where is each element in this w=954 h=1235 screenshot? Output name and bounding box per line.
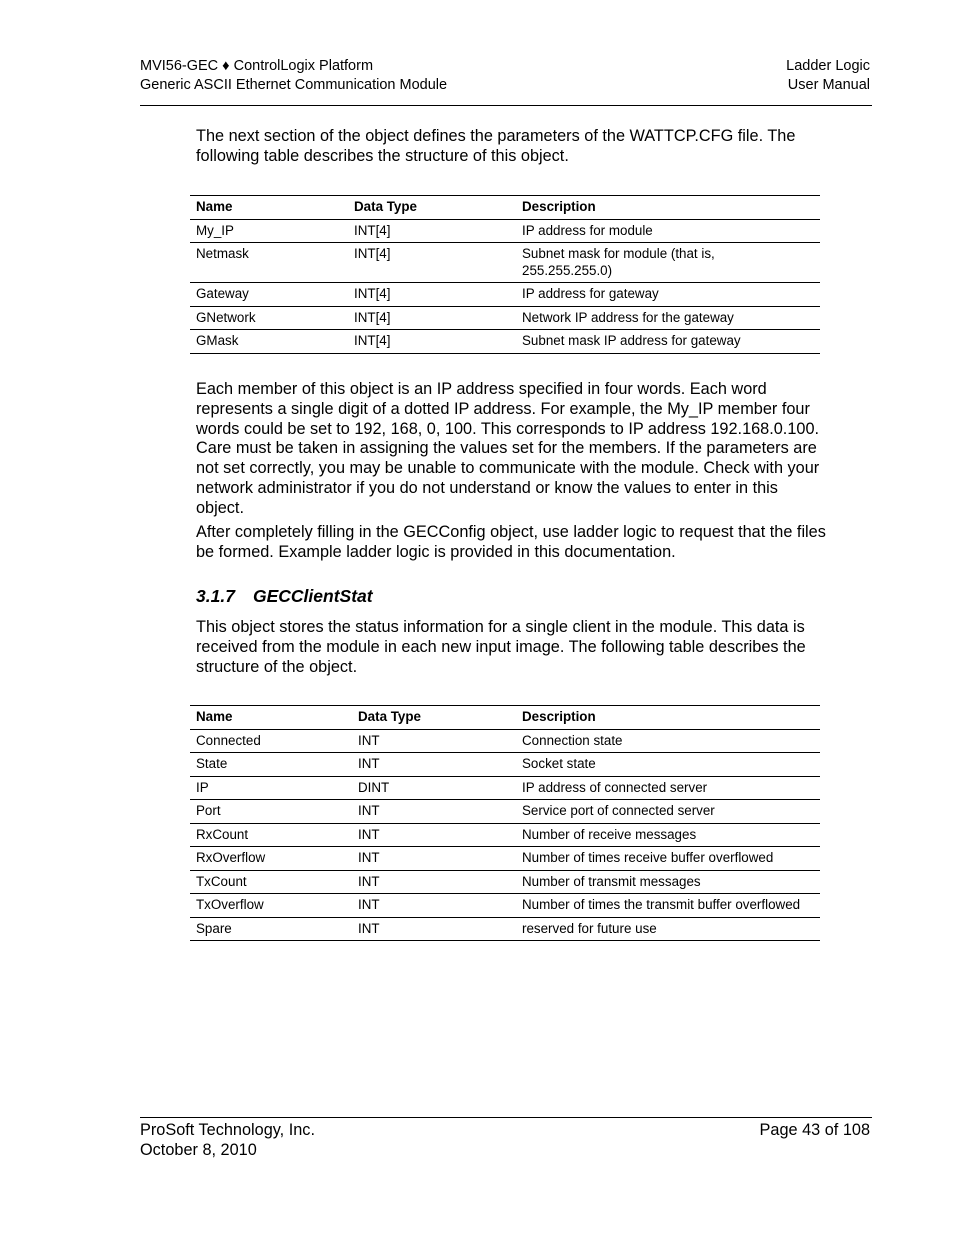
cell-name: Spare	[190, 917, 352, 941]
client-stat-table	[190, 705, 820, 941]
cell-description: Subnet mask IP address for gateway	[516, 330, 820, 354]
ip-address-paragraph: Each member of this object is an IP address specified in four words. Each word represents a single digit of a dotted IP address. For example, the My_IP member four words could be set to 192, 168, 0, 100. This corresponds to IP address 192.168.0.100. Care must be taken in assigning the values set for the members. If the parameters are not set correctly, you may be unable to communicate with the module. Check with your network administrator if you do not understand or know the values to enter in this object.	[196, 380, 820, 517]
cell-data-type: INT	[352, 823, 516, 847]
table-row	[190, 753, 820, 777]
header-product-line: MVI56-GEC ♦ ControlLogix Platform	[140, 58, 374, 74]
column-header-description: Description	[516, 706, 820, 730]
cell-data-type: INT	[352, 917, 516, 941]
header-manual: User Manual	[787, 77, 870, 93]
cell-description: Network IP address for the gateway	[516, 306, 820, 330]
table-row	[190, 243, 820, 283]
cell-data-type: INT	[352, 870, 516, 894]
cell-description: IP address for gateway	[516, 283, 820, 307]
cell-description: Number of receive messages	[516, 823, 820, 847]
footer-page-number: Page 43 of 108	[759, 1121, 870, 1139]
column-header-description: Description	[516, 196, 820, 220]
cell-data-type: DINT	[352, 776, 516, 800]
cell-description: Socket state	[516, 753, 820, 777]
cell-data-type: INT	[352, 800, 516, 824]
ladder-logic-paragraph: After completely filling in the GECConfig object, use ladder logic to request that the files be formed. Example ladder logic is provided in this documentation.	[196, 523, 826, 561]
cell-data-type: INT[4]	[348, 330, 516, 354]
cell-description: IP address for module	[516, 219, 820, 243]
footer-company: ProSoft Technology, Inc.	[140, 1121, 315, 1139]
column-header-data-type: Data Type	[348, 196, 516, 220]
table-row	[190, 283, 820, 307]
header-left	[140, 57, 447, 95]
cell-data-type: INT[4]	[348, 243, 516, 283]
cell-description: Number of times receive buffer overflowed	[516, 847, 820, 871]
cell-description: Number of times the transmit buffer overflowed	[516, 894, 820, 918]
column-header-name: Name	[190, 706, 352, 730]
cell-name: TxCount	[190, 870, 352, 894]
intro-paragraph: The next section of the object defines the parameters of the WATTCP.CFG file. The following table describes the structure of this object.	[196, 127, 796, 165]
header-chapter: Ladder Logic	[786, 58, 870, 74]
footer-left	[140, 1120, 315, 1160]
footer-divider	[140, 1117, 872, 1118]
table-row	[190, 917, 820, 941]
cell-name: GNetwork	[190, 306, 348, 330]
cell-description: Connection state	[516, 729, 820, 753]
cell-name: Gateway	[190, 283, 348, 307]
header-module-line: Generic ASCII Ethernet Communication Module	[140, 77, 448, 93]
table-row	[190, 847, 820, 871]
cell-data-type: INT	[352, 847, 516, 871]
table-row	[190, 729, 820, 753]
section-title: GECClientStat	[253, 586, 373, 606]
table-row	[190, 330, 820, 354]
header-right	[786, 57, 870, 95]
cell-description: Service port of connected server	[516, 800, 820, 824]
cell-name: TxOverflow	[190, 894, 352, 918]
column-header-data-type: Data Type	[352, 706, 516, 730]
cell-description: Number of transmit messages	[516, 870, 820, 894]
cell-data-type: INT[4]	[348, 283, 516, 307]
cell-description: IP address of connected server	[516, 776, 820, 800]
section-number: 3.1.7	[196, 586, 235, 606]
header-divider	[140, 105, 872, 106]
table-row	[190, 894, 820, 918]
table-header-row	[190, 196, 820, 220]
table-row	[190, 306, 820, 330]
wattcp-table	[190, 195, 820, 354]
cell-name: Netmask	[190, 243, 348, 283]
cell-name: IP	[190, 776, 352, 800]
cell-name: State	[190, 753, 352, 777]
cell-description: Subnet mask for module (that is, 255.255.255.0)	[516, 243, 820, 283]
cell-name: Port	[190, 800, 352, 824]
cell-data-type: INT[4]	[348, 219, 516, 243]
table-row	[190, 870, 820, 894]
cell-data-type: INT	[352, 894, 516, 918]
cell-name: GMask	[190, 330, 348, 354]
cell-data-type: INT[4]	[348, 306, 516, 330]
section-heading	[196, 586, 373, 607]
cell-name: RxCount	[190, 823, 352, 847]
cell-description: reserved for future use	[516, 917, 820, 941]
column-header-name: Name	[190, 196, 348, 220]
client-stat-paragraph: This object stores the status information for a single client in the module. This data is received from the module in each new input image. The following table describes the structure of the object.	[196, 618, 806, 676]
table-header-row	[190, 706, 820, 730]
footer-date: October 8, 2010	[140, 1141, 257, 1159]
table-row	[190, 800, 820, 824]
cell-data-type: INT	[352, 753, 516, 777]
cell-name: My_IP	[190, 219, 348, 243]
table-row	[190, 823, 820, 847]
table-row	[190, 219, 820, 243]
cell-data-type: INT	[352, 729, 516, 753]
cell-name: Connected	[190, 729, 352, 753]
cell-name: RxOverflow	[190, 847, 352, 871]
table-row	[190, 776, 820, 800]
